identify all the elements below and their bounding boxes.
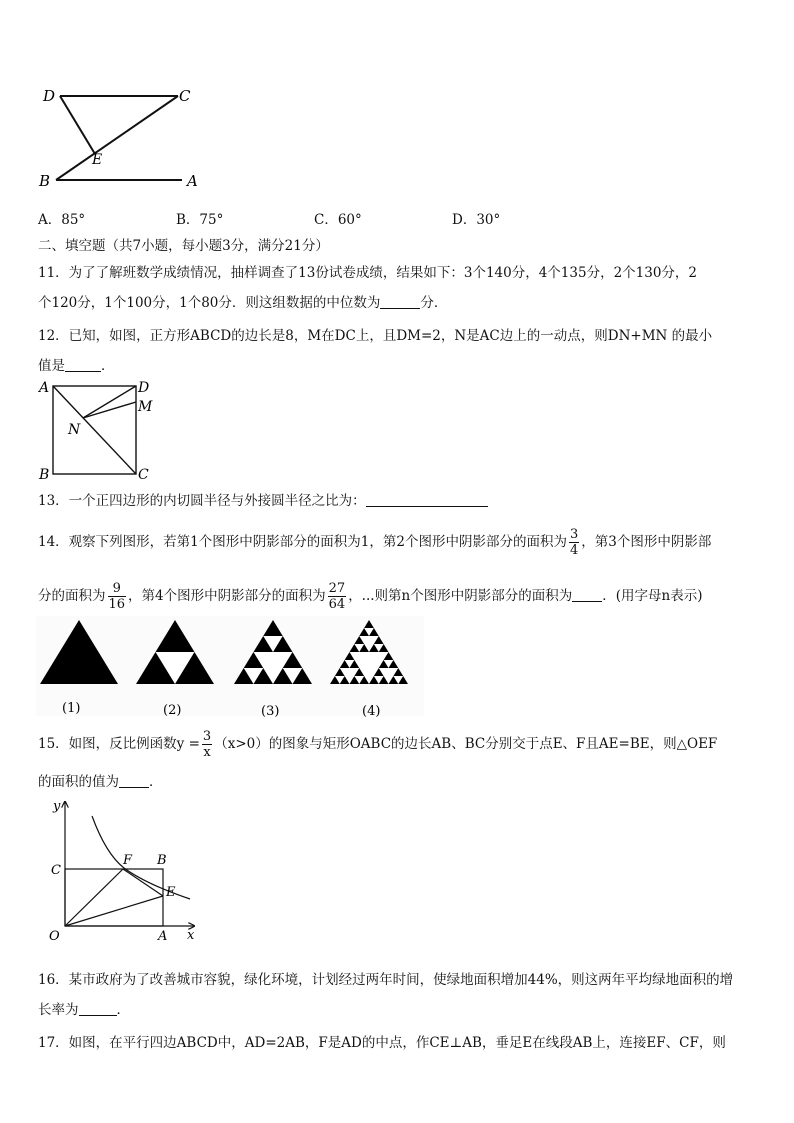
q14-text-e: ，...则第n个图形中阴影部分的面积为 bbox=[348, 588, 573, 604]
label-B: B bbox=[39, 172, 51, 190]
q15-text-b: （x>0）的图象与矩形OABC的边长AB、BC分别交于点E、F且AE=BE，则△OEF bbox=[214, 736, 718, 752]
q15-line1 bbox=[38, 722, 717, 766]
label-C: C bbox=[51, 863, 61, 878]
q14-frac-9-16 bbox=[108, 581, 127, 612]
q12-line1: 12．已知，如图，正方形ABCD的边长是8，M在DC上，且DM=2，N是AC边上的一动点，则DN+MN 的最小 bbox=[38, 328, 713, 344]
q16-line2 bbox=[38, 998, 130, 1018]
q15-line2 bbox=[38, 770, 163, 790]
q16-text: 长率为 bbox=[38, 1002, 79, 1018]
q12-text-end: ． bbox=[101, 358, 115, 374]
label-B: B bbox=[39, 467, 50, 483]
label-O: O bbox=[49, 929, 60, 944]
caption-1: (1) bbox=[62, 701, 81, 716]
figure-sierpinski-row bbox=[36, 616, 426, 720]
q13-line bbox=[38, 489, 488, 509]
q13-text: 13．一个正四边形的内切圆半径与外接圆半径之比为： bbox=[38, 493, 366, 509]
q16-line1: 16．某市政府为了改善城市容貌，绿化环境，计划经过两年时间，使绿地面积增加44%，则这两年平均绿地面积的增 bbox=[38, 972, 734, 988]
q15-text-a: 15．如图，反比例函数y = bbox=[38, 736, 200, 752]
q14-text-a: 14．观察下列图形，若第1个图形中阴影部分的面积为1，第2个图形中阴影部分的面积为 bbox=[38, 534, 567, 550]
q11-line1: 11．为了了解班数学成绩情况，抽样调查了13份试卷成绩，结果如下：3个140分，4个135分，2个130分，2 bbox=[38, 265, 698, 281]
q17-line1: 17．如图，在平行四边ABCD中，AD=2AB，F是AD的中点，作CE⊥AB，垂足E在线段AB上，连接EF、CF，则 bbox=[38, 1035, 726, 1051]
option-b[interactable]: B．75° bbox=[176, 212, 224, 228]
q12-answer-blank[interactable] bbox=[65, 357, 101, 372]
q12-line2 bbox=[38, 354, 115, 374]
q14-text-c: 分的面积为 bbox=[38, 588, 106, 604]
q11-text-end: 分． bbox=[420, 295, 448, 311]
q13-answer-blank[interactable] bbox=[366, 492, 488, 507]
frac-num: 3 bbox=[202, 729, 212, 744]
q14-frac-3-4 bbox=[569, 527, 579, 558]
q11-answer-blank[interactable] bbox=[380, 294, 420, 309]
label-x: x bbox=[187, 928, 195, 943]
q15-frac-3-x bbox=[202, 729, 212, 760]
option-c[interactable]: C．60° bbox=[314, 212, 362, 228]
label-C: C bbox=[138, 467, 149, 483]
section-title: 二、填空题（共7小题，每小题3分，满分21分） bbox=[38, 238, 329, 254]
label-N: N bbox=[68, 422, 81, 438]
figure-parallel-lines bbox=[30, 80, 220, 200]
q14-frac-27-64 bbox=[328, 581, 347, 612]
label-A: A bbox=[187, 172, 198, 190]
q16-text-end: ． bbox=[116, 1002, 130, 1018]
q11-line2 bbox=[38, 291, 447, 311]
label-A: A bbox=[158, 929, 168, 944]
label-A: A bbox=[39, 380, 50, 396]
q14-answer-blank[interactable] bbox=[572, 587, 602, 602]
label-C: C bbox=[179, 87, 191, 105]
label-M: M bbox=[138, 399, 153, 415]
caption-3: (3) bbox=[261, 704, 280, 719]
figure-hyperbola-rectangle bbox=[36, 796, 206, 946]
frac-den: 64 bbox=[328, 597, 346, 612]
frac-den: 16 bbox=[108, 597, 126, 612]
option-d[interactable]: D．30° bbox=[452, 212, 501, 228]
q14-line1 bbox=[38, 520, 711, 564]
frac-den: 4 bbox=[569, 543, 579, 558]
q14-text-d: ，第4个图形中阴影部分的面积为 bbox=[128, 588, 326, 604]
label-B: B bbox=[157, 853, 167, 868]
label-E: E bbox=[92, 152, 103, 168]
caption-4: (4) bbox=[362, 704, 381, 719]
q14-text-b: ，第3个图形中阴影部 bbox=[581, 534, 712, 550]
figure-square-abcd bbox=[34, 378, 164, 484]
frac-num: 3 bbox=[569, 527, 579, 542]
q15-text-d: ． bbox=[149, 774, 163, 790]
frac-den: x bbox=[203, 745, 211, 760]
q16-answer-blank[interactable] bbox=[79, 1001, 117, 1016]
q14-line2 bbox=[38, 574, 703, 618]
q12-text: 值是 bbox=[38, 358, 65, 374]
q14-text-f: ．(用字母n表示) bbox=[602, 588, 703, 604]
label-F: F bbox=[123, 853, 133, 868]
label-D: D bbox=[138, 380, 150, 396]
frac-num: 9 bbox=[108, 581, 127, 597]
frac-num: 27 bbox=[328, 581, 346, 596]
q15-answer-blank[interactable] bbox=[119, 773, 149, 788]
label-E: E bbox=[166, 885, 176, 900]
caption-2: (2) bbox=[163, 703, 182, 718]
label-y: y bbox=[53, 799, 61, 814]
label-D: D bbox=[43, 87, 56, 105]
option-a[interactable]: A．85° bbox=[38, 212, 86, 228]
q11-text: 个120分，1个100分，1个80分．则这组数据的中位数为 bbox=[38, 295, 381, 311]
q15-text-c: 的面积的值为 bbox=[38, 774, 119, 790]
